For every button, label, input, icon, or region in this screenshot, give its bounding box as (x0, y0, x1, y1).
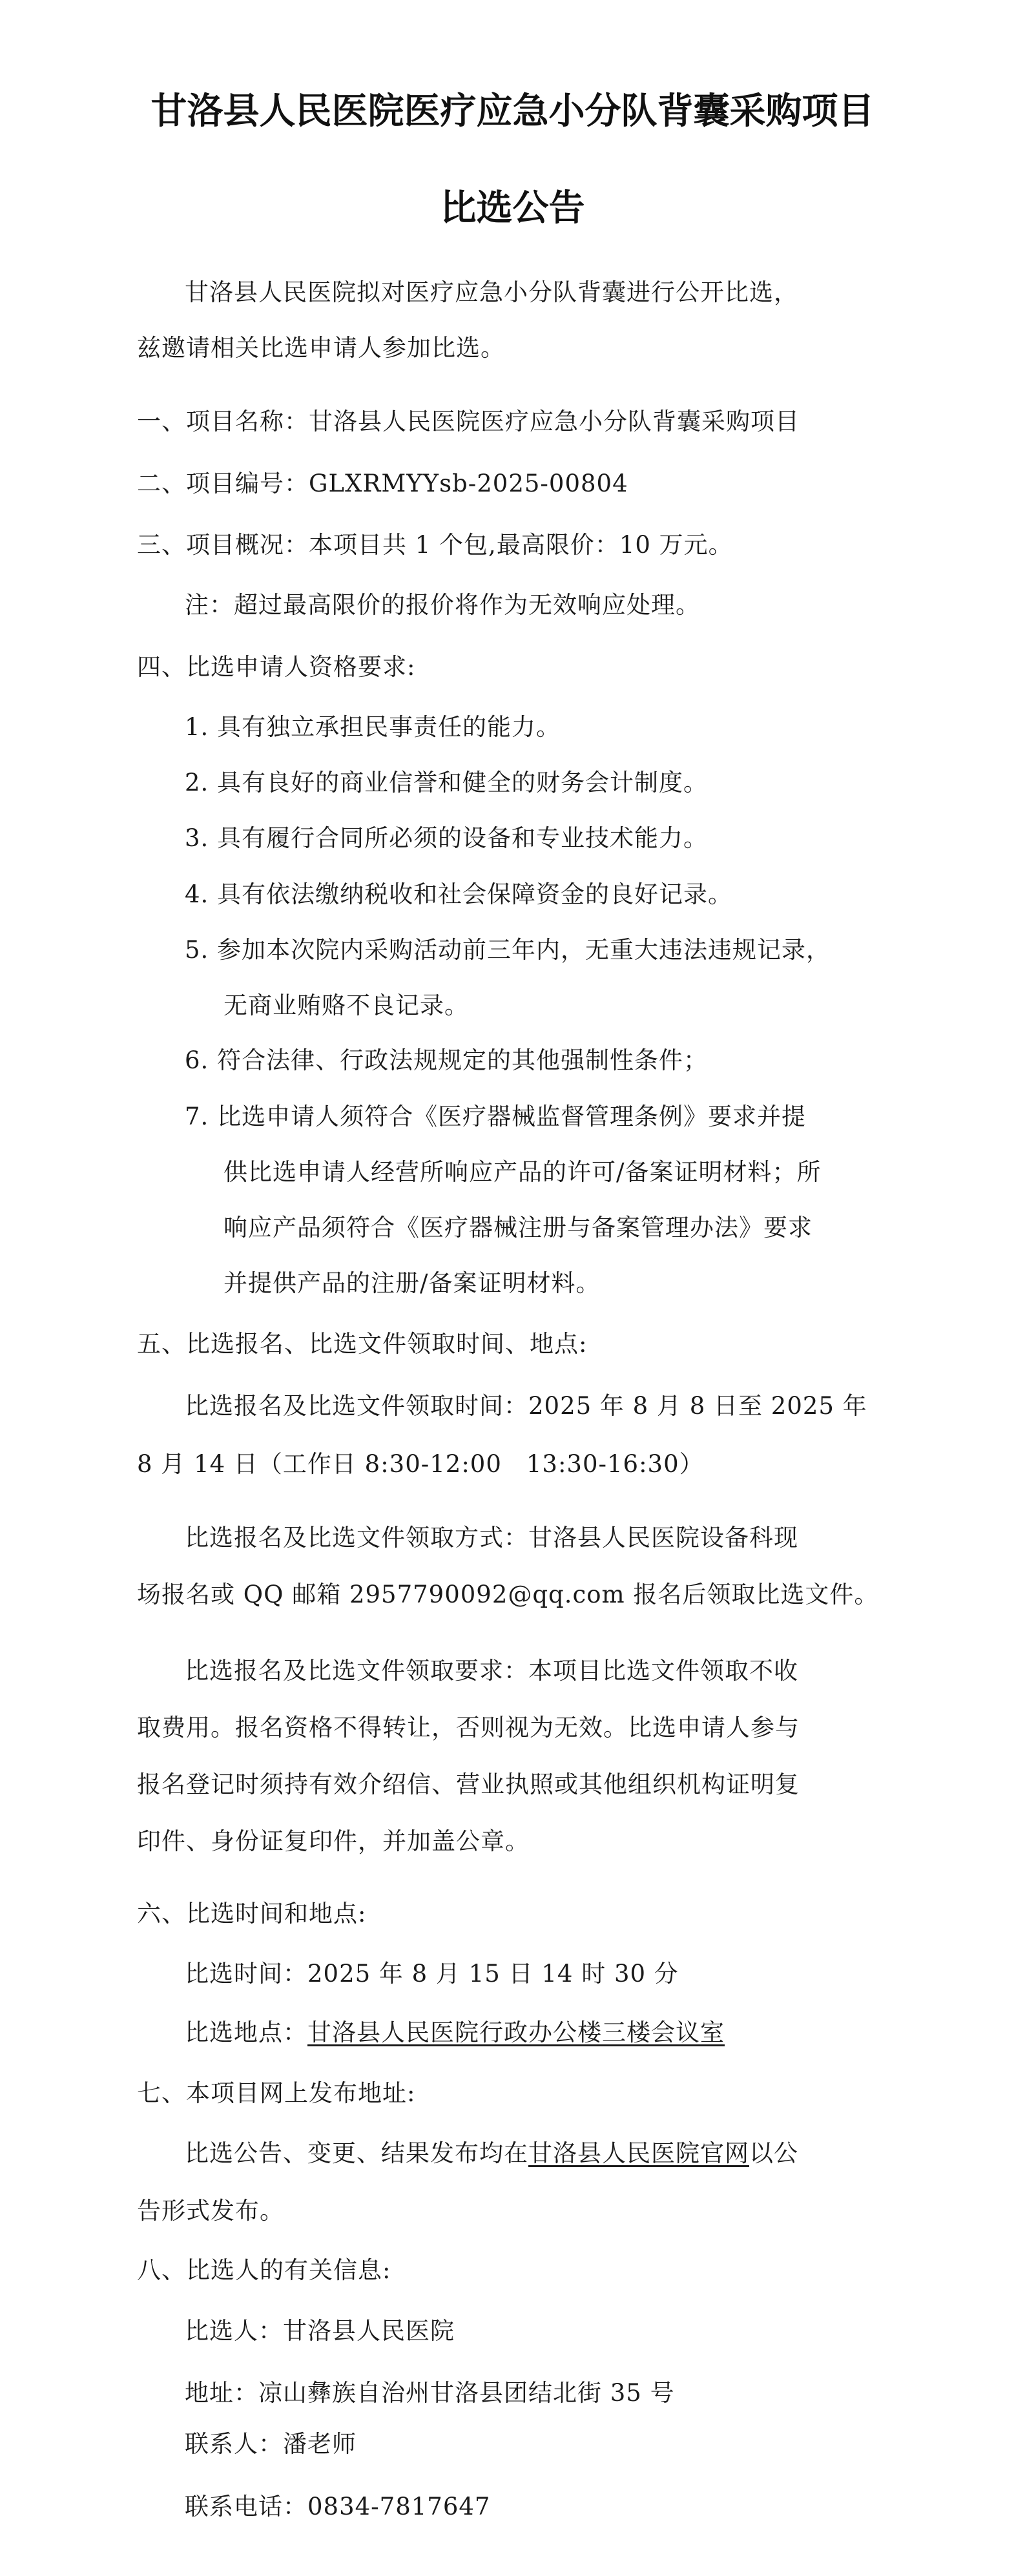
section-3-project-overview: 三、项目概况：本项目共 1 个包,最高限价：10 万元。 (137, 531, 733, 559)
publish-text-a: 比选公告、变更、结果发布均在 (185, 2139, 528, 2167)
section-3-note: 注：超过最高限价的报价将作为无效响应处理。 (185, 591, 700, 619)
intro-line-2: 兹邀请相关比选申请人参加比选。 (137, 334, 505, 362)
requirement-1: 1. 具有独立承担民事责任的能力。 (185, 713, 561, 741)
section-1-project-name: 一、项目名称：甘洛县人民医院医疗应急小分队背囊采购项目 (137, 408, 800, 435)
registration-requirement-line-4: 印件、身份证复印件，并加盖公章。 (137, 1827, 530, 1855)
publish-text-b: 以公 (749, 2139, 798, 2167)
notice-title-line1: 甘洛县人民医院医疗应急小分队背囊采购项目 (150, 90, 875, 132)
requirement-2: 2. 具有良好的商业信誉和健全的财务会计制度。 (185, 769, 709, 796)
registration-method-line-1: 比选报名及比选文件领取方式：甘洛县人民医院设备科现 (185, 1524, 798, 1552)
requirement-7-line-3: 响应产品须符合《医疗器械注册与备案管理办法》要求 (223, 1214, 813, 1241)
selector-name: 比选人：甘洛县人民医院 (185, 2317, 455, 2345)
publish-address-line-2: 告形式发布。 (137, 2197, 284, 2225)
section-4-heading: 四、比选申请人资格要求: (137, 653, 416, 681)
section-7-heading: 七、本项目网上发布地址: (137, 2079, 416, 2107)
section-6-heading: 六、比选时间和地点: (137, 1900, 367, 1927)
hospital-website-link[interactable]: 甘洛县人民医院官网 (528, 2139, 749, 2167)
requirement-7-line-1: 7. 比选申请人须符合《医疗器械监督管理条例》要求并提 (185, 1103, 807, 1130)
selection-place-label: 比选地点： (185, 2019, 307, 2046)
requirement-5-line-1: 5. 参加本次院内采购活动前三年内，无重大违法违规记录， (185, 936, 831, 964)
registration-requirement-line-1: 比选报名及比选文件领取要求：本项目比选文件领取不收 (185, 1657, 798, 1685)
selector-address: 地址：凉山彝族自治州甘洛县团结北街 35 号 (185, 2379, 675, 2407)
requirement-7-line-4: 并提供产品的注册/备案证明材料。 (223, 1269, 601, 1297)
requirement-6: 6. 符合法律、行政法规规定的其他强制性条件； (185, 1046, 709, 1074)
publish-address-line-1 (185, 2134, 798, 2168)
selector-contact-person: 联系人：潘老师 (185, 2430, 357, 2458)
requirement-7-line-2: 供比选申请人经营所响应产品的许可/备案证明材料；所 (223, 1158, 822, 1186)
selection-time: 比选时间：2025 年 8 月 15 日 14 时 30 分 (185, 1960, 679, 1988)
requirement-3: 3. 具有履行合同所必须的设备和专业技术能力。 (185, 824, 709, 852)
registration-time-line-1: 比选报名及比选文件领取时间：2025 年 8 月 8 日至 2025 年 (185, 1392, 867, 1420)
section-5-heading: 五、比选报名、比选文件领取时间、地点: (137, 1330, 588, 1358)
registration-time-line-2: 8 月 14 日（工作日 8:30-12:00 13:30-16:30） (137, 1450, 704, 1478)
requirement-5-line-2: 无商业贿赂不良记录。 (223, 992, 469, 1019)
intro-line-1: 甘洛县人民医院拟对医疗应急小分队背囊进行公开比选， (185, 278, 798, 306)
selector-phone: 联系电话：0834-7817647 (185, 2493, 491, 2520)
registration-requirement-line-2: 取费用。报名资格不得转让，否则视为无效。比选申请人参与 (137, 1714, 800, 1741)
section-8-heading: 八、比选人的有关信息: (137, 2256, 391, 2284)
notice-title-line2: 比选公告 (440, 187, 585, 229)
selection-place-value: 甘洛县人民医院行政办公楼三楼会议室 (307, 2019, 725, 2046)
registration-requirement-line-3: 报名登记时须持有效介绍信、营业执照或其他组织机构证明复 (137, 1771, 800, 1798)
section-2-project-number: 二、项目编号：GLXRMYYsb-2025-00804 (137, 470, 628, 497)
registration-method-line-2: 场报名或 QQ 邮箱 2957790092@qq.com 报名后领取比选文件。 (137, 1581, 879, 1608)
requirement-4: 4. 具有依法缴纳税收和社会保障资金的良好记录。 (185, 880, 733, 908)
selection-place (185, 2013, 725, 2048)
